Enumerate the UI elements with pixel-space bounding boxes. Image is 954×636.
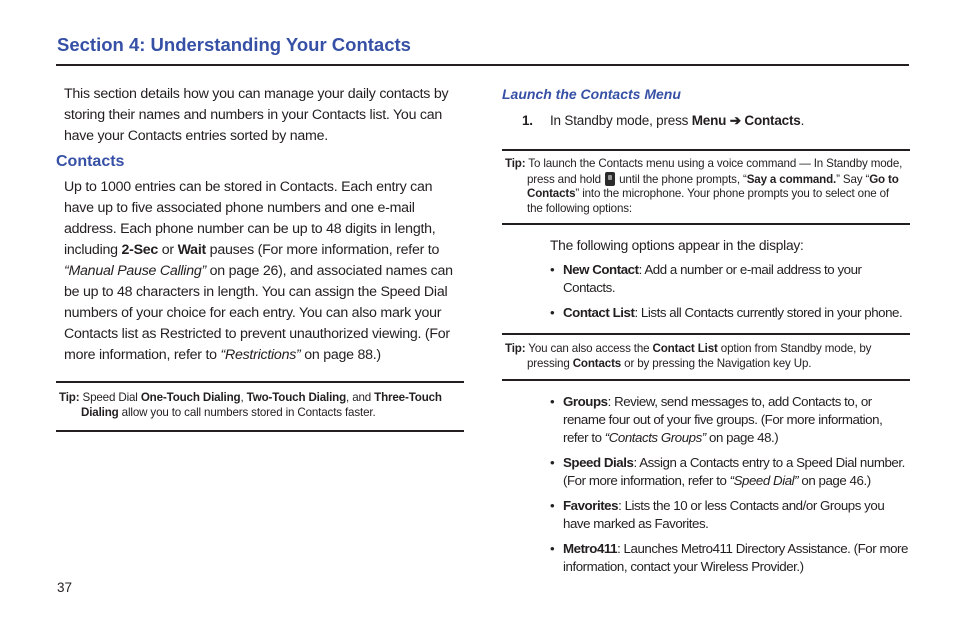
option-term: Speed Dials <box>563 455 634 470</box>
contacts-text-5: on page 88.) <box>300 347 381 363</box>
options-intro: The following options appear in the display: <box>550 238 804 253</box>
tip-text: , <box>240 391 247 404</box>
restrictions-ref[interactable]: “Restrictions” <box>220 347 301 363</box>
bullet-icon: • <box>550 541 555 556</box>
bullet-icon: • <box>550 305 555 320</box>
tip-text: allow you to call numbers stored in Contacts faster. <box>118 405 376 419</box>
step-text: . <box>800 113 805 128</box>
list-item <box>550 261 910 297</box>
list-item <box>550 454 910 490</box>
option-term: New Contact <box>563 262 639 277</box>
contacts-term: Contacts <box>572 356 622 370</box>
options-list-a <box>502 261 910 322</box>
option-term: Groups <box>563 394 608 409</box>
title-rule <box>56 64 909 66</box>
bullet-icon: • <box>550 498 555 513</box>
tip-text: ” Say “ <box>836 172 870 186</box>
contact-list-term: Contact List <box>652 342 718 355</box>
option-desc: : Review, send messages to, add Contacts to, or rename four out of your five groups. (For more information, refer to <box>563 394 883 445</box>
tip-text: You can also access the <box>525 342 653 355</box>
tip-text: option from Standby mode, by pressing <box>527 342 872 370</box>
menu-term: Menu <box>691 113 727 128</box>
tip-label: Tip: <box>59 391 80 404</box>
tip-text: ” into the microphone. Your phone prompts you to select one of the following options: <box>527 187 890 215</box>
voice-command-tip <box>502 149 910 225</box>
tip-label: Tip: <box>505 342 526 355</box>
step-number: 1. <box>522 113 533 128</box>
option-desc: : Lists all Contacts currently stored in your phone. <box>634 305 903 320</box>
list-item <box>550 497 910 533</box>
bullet-icon: • <box>550 394 555 409</box>
manual-pause-ref[interactable]: “Manual Pause Calling” <box>64 263 206 279</box>
arrow-icon: ➔ <box>726 113 745 128</box>
launch-contacts-heading: Launch the Contacts Menu <box>502 86 681 102</box>
step-text: In Standby mode, press <box>550 113 692 128</box>
tip-text: To launch the Contacts menu using a voice command — In Standby mode, press and hold <box>525 157 903 186</box>
speed-dial-ref[interactable]: “Speed Dial” <box>729 473 799 488</box>
two-sec-term: 2-Sec <box>121 242 159 258</box>
one-touch-term: One-Touch Dialing <box>140 391 241 404</box>
tip-text: Speed Dial <box>79 391 141 404</box>
voice-key-icon <box>605 172 615 186</box>
option-desc: on page 48.) <box>705 430 779 445</box>
option-term: Metro411 <box>563 541 618 556</box>
option-desc: on page 46.) <box>798 473 871 488</box>
tip-text: or by pressing the Navigation key Up. <box>621 356 812 370</box>
say-command-term: Say a command. <box>746 172 837 186</box>
contacts-paragraph <box>64 177 464 366</box>
contacts-term: Contacts <box>744 113 801 128</box>
two-touch-term: Two-Touch Dialing <box>246 391 347 404</box>
list-item <box>550 304 910 322</box>
contacts-text-2: or <box>158 242 178 258</box>
contacts-groups-ref[interactable]: “Contacts Groups” <box>604 430 706 445</box>
option-desc: : Lists the 10 or less Contacts and/or Groups you have marked as Favorites. <box>563 498 885 531</box>
go-to-contacts-term: Go to Contacts <box>527 172 899 200</box>
option-desc: : Assign a Contacts entry to a Speed Dial number. (For more information, refer to <box>563 455 905 488</box>
section-title: Section 4: Understanding Your Contacts <box>57 34 411 55</box>
tip-text: , and <box>346 391 375 404</box>
three-touch-term: Three-Touch Dialing <box>81 391 442 419</box>
intro-paragraph: This section details how you can manage your daily contacts by storing their names and numbers in your Contacts list. You can have your Contacts entries sorted by name. <box>64 86 449 144</box>
page-number: 37 <box>57 580 73 595</box>
step-1 <box>522 112 910 130</box>
contacts-text-1: Up to 1000 entries can be stored in Contacts. Each entry can have up to five associated phone numbers and one e-mail address. Each phone number can be up to 48 digits in length, including <box>64 179 436 258</box>
bullet-icon: • <box>550 455 555 470</box>
tip-label: Tip: <box>505 157 526 170</box>
option-desc: : Add a number or e-mail address to your Contacts. <box>563 262 862 295</box>
right-column <box>502 84 910 583</box>
wait-term: Wait <box>177 242 206 258</box>
option-desc: : Launches Metro411 Directory Assistance. (For more information, contact your Wireless Provider.) <box>563 541 908 574</box>
speed-dial-tip <box>56 381 464 432</box>
contacts-heading: Contacts <box>56 153 125 170</box>
option-term: Contact List <box>563 305 635 320</box>
list-item <box>550 540 910 576</box>
left-column <box>56 84 464 432</box>
option-term: Favorites <box>563 498 619 513</box>
list-item <box>550 393 910 447</box>
bullet-icon: • <box>550 262 555 277</box>
contact-list-tip <box>502 333 910 381</box>
tip-text: until the phone prompts, “ <box>616 172 747 186</box>
contacts-text-3: pauses (For more information, refer to <box>205 242 440 258</box>
contacts-text-4: on page 26), and associated names can be up to 48 characters in length. You can assign the Speed Dial numbers of your choice for each entry. You can also mark your Contacts list as Restricted to prevent unauthorized viewing. (For more information, refer to <box>64 263 453 363</box>
options-list-b <box>502 393 910 576</box>
